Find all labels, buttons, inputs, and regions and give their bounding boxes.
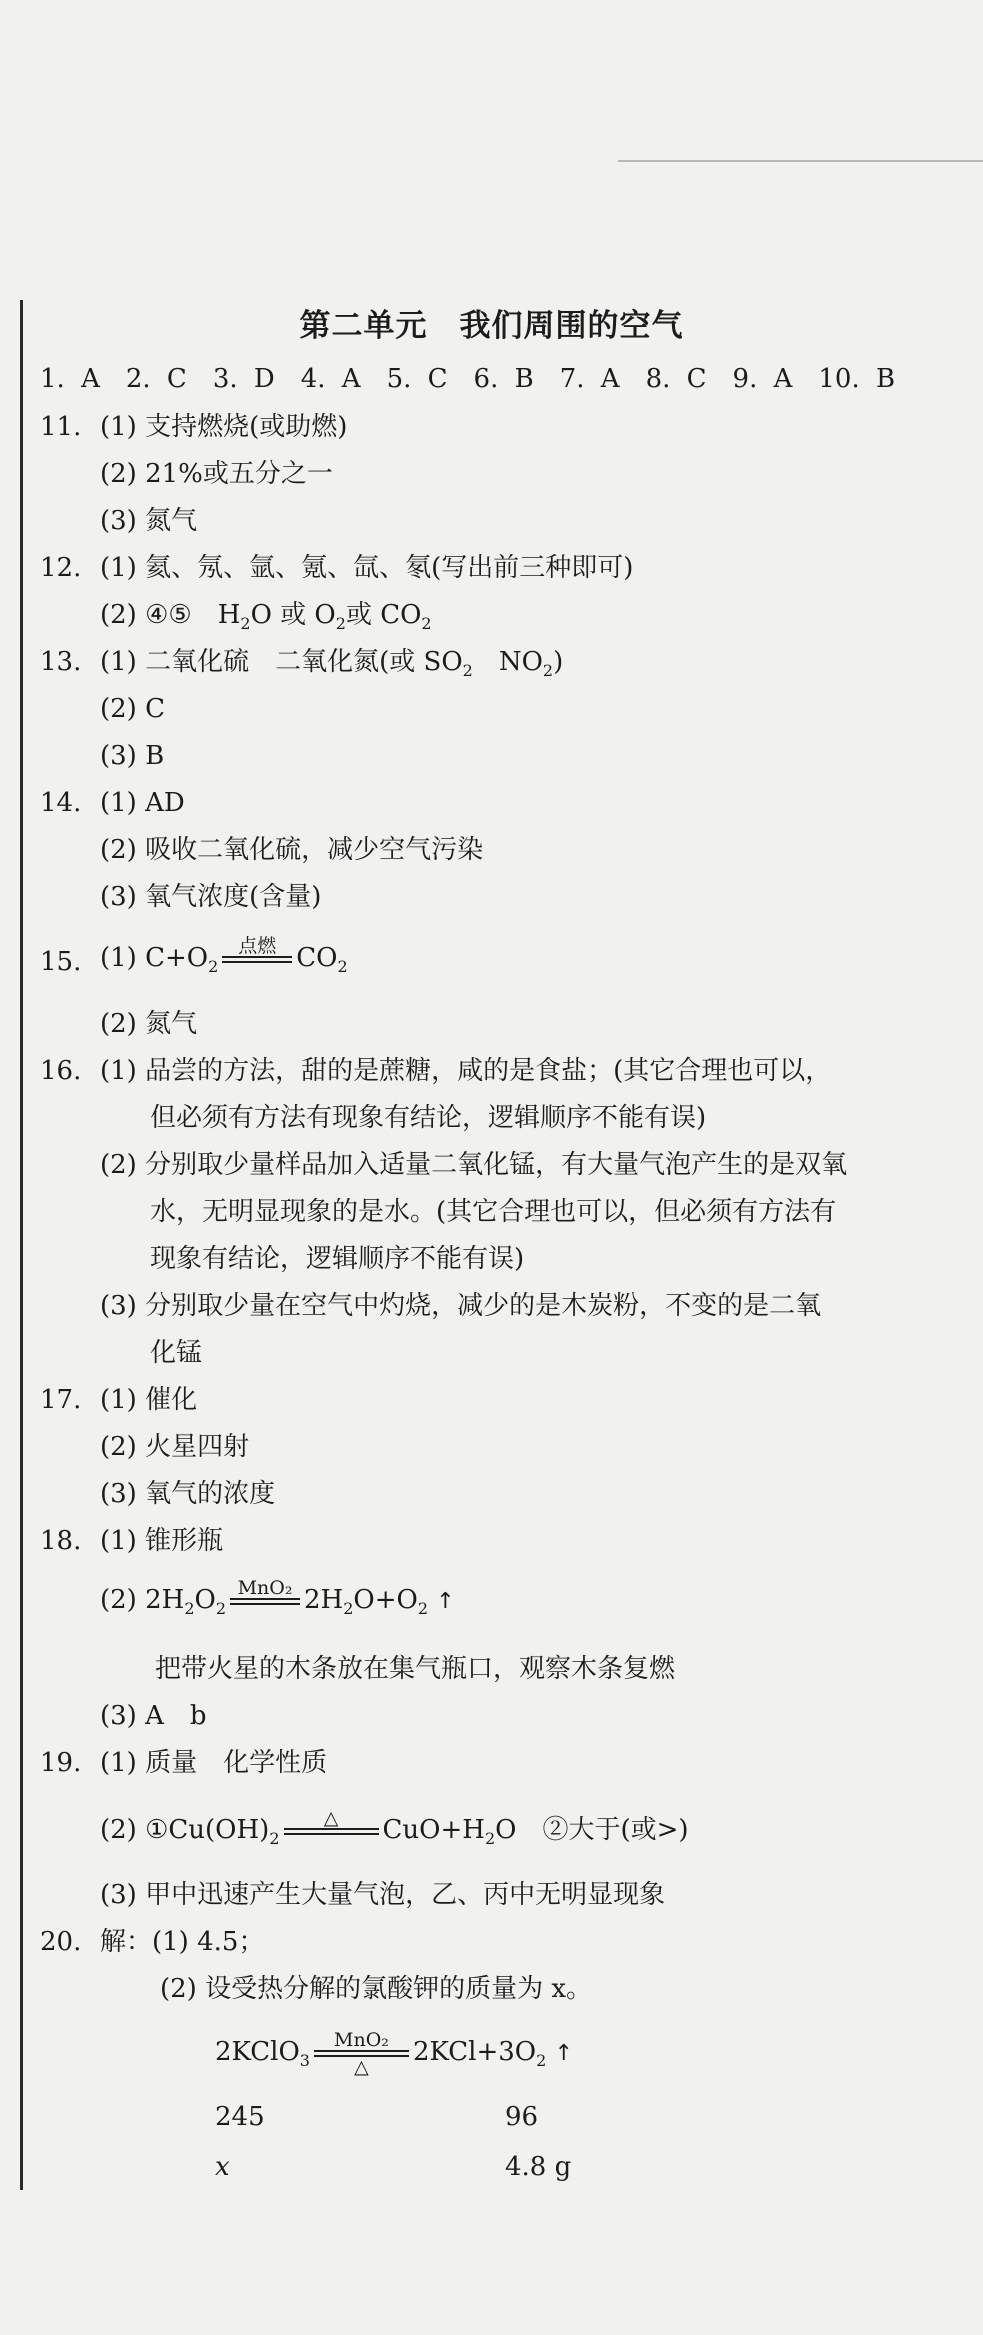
q15-answer-2: (2) 氮气 [100, 1009, 198, 1039]
q14-answer-3: (3) 氧气浓度(含量) [100, 882, 322, 912]
q18-answer-1: (1) 锥形瓶 [100, 1526, 224, 1556]
q11-answer-3: (3) 氮气 [100, 506, 198, 536]
q15-reaction-condition: 点燃 [222, 936, 292, 983]
q13-answer-2: (2) C [100, 694, 165, 724]
q16-line-1: (1) 品尝的方法，甜的是蔗糖，咸的是食盐；(其它合理也可以， [100, 1056, 832, 1086]
q13-number: 13. [40, 647, 82, 677]
q18-answer-3: (3) A b [100, 1701, 207, 1731]
q20-reaction-condition: MnO₂ △ [314, 2030, 409, 2077]
q20-molar-mass-kclo3: 245 [215, 2102, 265, 2132]
q17-number: 17. [40, 1385, 82, 1415]
q12-answer-2: (2) ④⑤ $H_2O$ 或 $O_2$或 $CO_2$ [100, 600, 432, 634]
q19-reaction-condition: △ [284, 1808, 379, 1855]
q13-answer-1: (1) 二氧化硫 二氧化氮(或 $SO_2$ $NO_2$) [100, 647, 564, 681]
q18-reaction-condition: MnO₂ [230, 1578, 300, 1625]
q17-answer-1: (1) 催化 [100, 1385, 198, 1415]
gas-arrow-icon: ↑ [436, 1589, 455, 1614]
q19-answer-3: (3) 甲中迅速产生大量气泡，乙、丙中无明显现象 [100, 1880, 666, 1910]
q16-line-4: 水，无明显现象的是水。(其它合理也可以，但必须有方法有 [150, 1197, 837, 1227]
q16-line-3: (2) 分别取少量样品加入适量二氧化锰，有大量气泡产生的是双氧 [100, 1150, 848, 1180]
left-margin-rule [20, 300, 23, 2190]
q20-molar-mass-o2: 96 [505, 2102, 539, 2132]
q20-value-o2: 4.8 g [505, 2152, 572, 2182]
q18-answer-2-text: 把带火星的木条放在集气瓶口，观察木条复燃 [155, 1654, 676, 1684]
q20-equation: 2KClO$_3$ MnO₂ △ $2KCl+3O_2$ ↑ [215, 2028, 573, 2078]
q20-answer-2: (2) 设受热分解的氯酸钾的质量为 x。 [160, 1974, 593, 2004]
q16-number: 16. [40, 1056, 82, 1086]
q12-answer-1: (1) 氦、氖、氩、氪、氙、氡(写出前三种即可) [100, 553, 634, 583]
q17-answer-3: (3) 氧气的浓度 [100, 1479, 276, 1509]
q11-answer-1: (1) 支持燃烧(或助燃) [100, 412, 348, 442]
q19-answer-1: (1) 质量 化学性质 [100, 1748, 328, 1778]
q14-answer-1: (1) AD [100, 788, 185, 818]
mcq-answers: 1. A 2. C 3. D 4. A 5. C 6. B 7. A 8. C 9. A 10. B [40, 364, 896, 394]
q13-answer-3: (3) B [100, 741, 165, 771]
q11-number: 11. [40, 412, 82, 442]
q14-number: 14. [40, 788, 82, 818]
q12-number: 12. [40, 553, 82, 583]
q17-answer-2: (2) 火星四射 [100, 1432, 250, 1462]
q18-number: 18. [40, 1526, 82, 1556]
q20-unknown-x: x [215, 2152, 230, 2182]
gas-arrow-icon: ↑ [554, 2041, 573, 2066]
q16-line-5: 现象有结论，逻辑顺序不能有误) [150, 1244, 525, 1274]
q15-answer-1: (1) $C+O_2$ 点燃 $CO_2$ [100, 928, 348, 997]
q11-answer-2: (2) 21%或五分之一 [100, 459, 333, 489]
q14-answer-2: (2) 吸收二氧化硫，减少空气污染 [100, 835, 484, 865]
q19-answer-2: (2) $①Cu(OH)_2$ △ $CuO+H_2O$ ②大于(或>) [100, 1800, 689, 1869]
q15-number: 15. [40, 947, 82, 977]
page-title: 第二单元 我们周围的空气 [299, 308, 684, 344]
top-rule [618, 160, 983, 162]
q20-number: 20. [40, 1927, 82, 1957]
q19-number: 19. [40, 1748, 82, 1778]
q16-line-6: (3) 分别取少量在空气中灼烧，减少的是木炭粉，不变的是二氧 [100, 1291, 822, 1321]
q18-answer-2: (2) $2H_2O_2$ MnO₂ $2H_2O+O_2$ ↑ [100, 1570, 455, 1639]
q16-line-2: 但必须有方法有现象有结论，逻辑顺序不能有误) [150, 1103, 707, 1133]
q16-line-7: 化锰 [150, 1338, 203, 1368]
q20-answer-1: 解：(1) 4.5； [100, 1927, 265, 1957]
